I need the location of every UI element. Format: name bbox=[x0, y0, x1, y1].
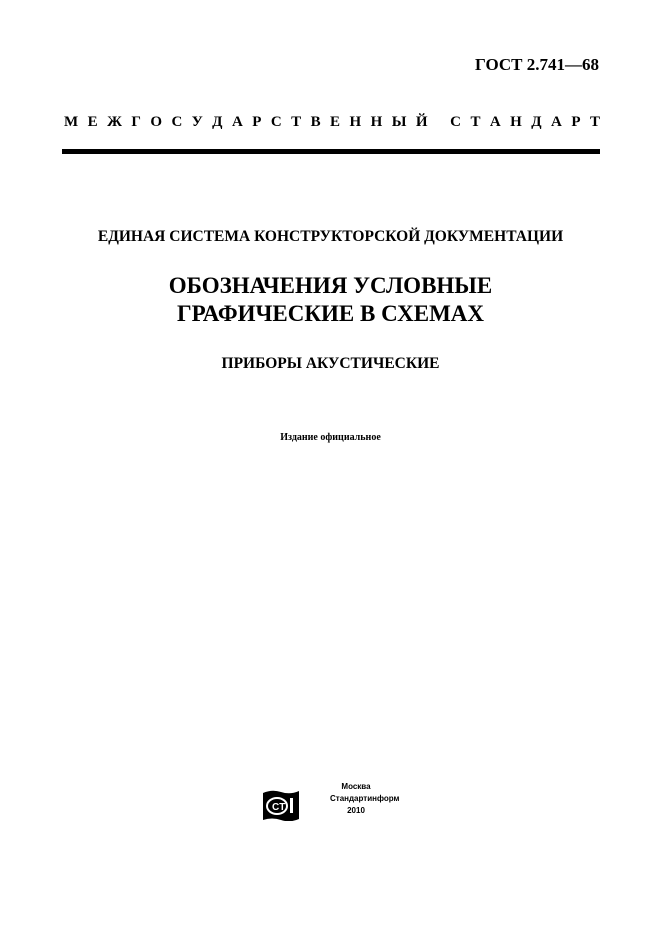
header-divider bbox=[62, 149, 600, 154]
category-letter: С bbox=[450, 114, 461, 130]
category-letter: Й bbox=[415, 114, 428, 130]
category-letter: В bbox=[310, 114, 321, 130]
category-letter: Т bbox=[589, 114, 600, 130]
standard-category bbox=[64, 114, 600, 131]
category-letter: А bbox=[551, 114, 562, 130]
category-letter: М bbox=[64, 114, 79, 130]
category-letter: А bbox=[489, 114, 501, 130]
title-line-2: ГРАФИЧЕСКИЕ В СХЕМАХ bbox=[176, 301, 485, 326]
category-letter: Н bbox=[349, 114, 362, 130]
category-letter: С bbox=[171, 114, 183, 130]
category-letter: Е bbox=[330, 114, 341, 130]
document-subtitle: ПРИБОРЫ АКУСТИЧЕСКИЕ bbox=[221, 355, 440, 372]
publisher-name: Стандартинформ bbox=[330, 794, 400, 803]
category-letter: Г bbox=[131, 114, 141, 130]
document-title bbox=[0, 272, 661, 328]
standard-number: ГОСТ 2.741—68 bbox=[475, 55, 599, 74]
category-letter: О bbox=[150, 114, 162, 130]
category-letter: Ы bbox=[391, 114, 407, 130]
category-letter: Т bbox=[291, 114, 302, 130]
publisher-city: Москва bbox=[341, 782, 371, 791]
edition-note: Издание официальное bbox=[280, 432, 381, 443]
publication-year: 2010 bbox=[347, 806, 365, 815]
category-letter: Т bbox=[470, 114, 481, 130]
publisher-logo-icon bbox=[262, 789, 300, 821]
category-letter: Р bbox=[571, 114, 581, 130]
category-letter: С bbox=[270, 114, 282, 130]
category-letter: Д bbox=[212, 114, 223, 130]
category-letter: Е bbox=[87, 114, 98, 130]
category-letter: Р bbox=[252, 114, 262, 130]
category-letter: Н bbox=[510, 114, 522, 130]
category-letter: Ж bbox=[107, 114, 122, 130]
publisher-info bbox=[330, 781, 400, 817]
category-letter: У bbox=[191, 114, 203, 130]
category-letter: А bbox=[231, 114, 243, 130]
title-line-1: ОБОЗНАЧЕНИЯ УСЛОВНЫЕ bbox=[168, 273, 493, 298]
svg-text:CT: CT bbox=[272, 802, 286, 813]
category-letter bbox=[437, 114, 441, 131]
document-system: ЕДИНАЯ СИСТЕМА КОНСТРУКТОРСКОЙ ДОКУМЕНТАЦИИ bbox=[97, 228, 564, 245]
category-letter: Д bbox=[531, 114, 542, 130]
category-letter: Н bbox=[370, 114, 383, 130]
